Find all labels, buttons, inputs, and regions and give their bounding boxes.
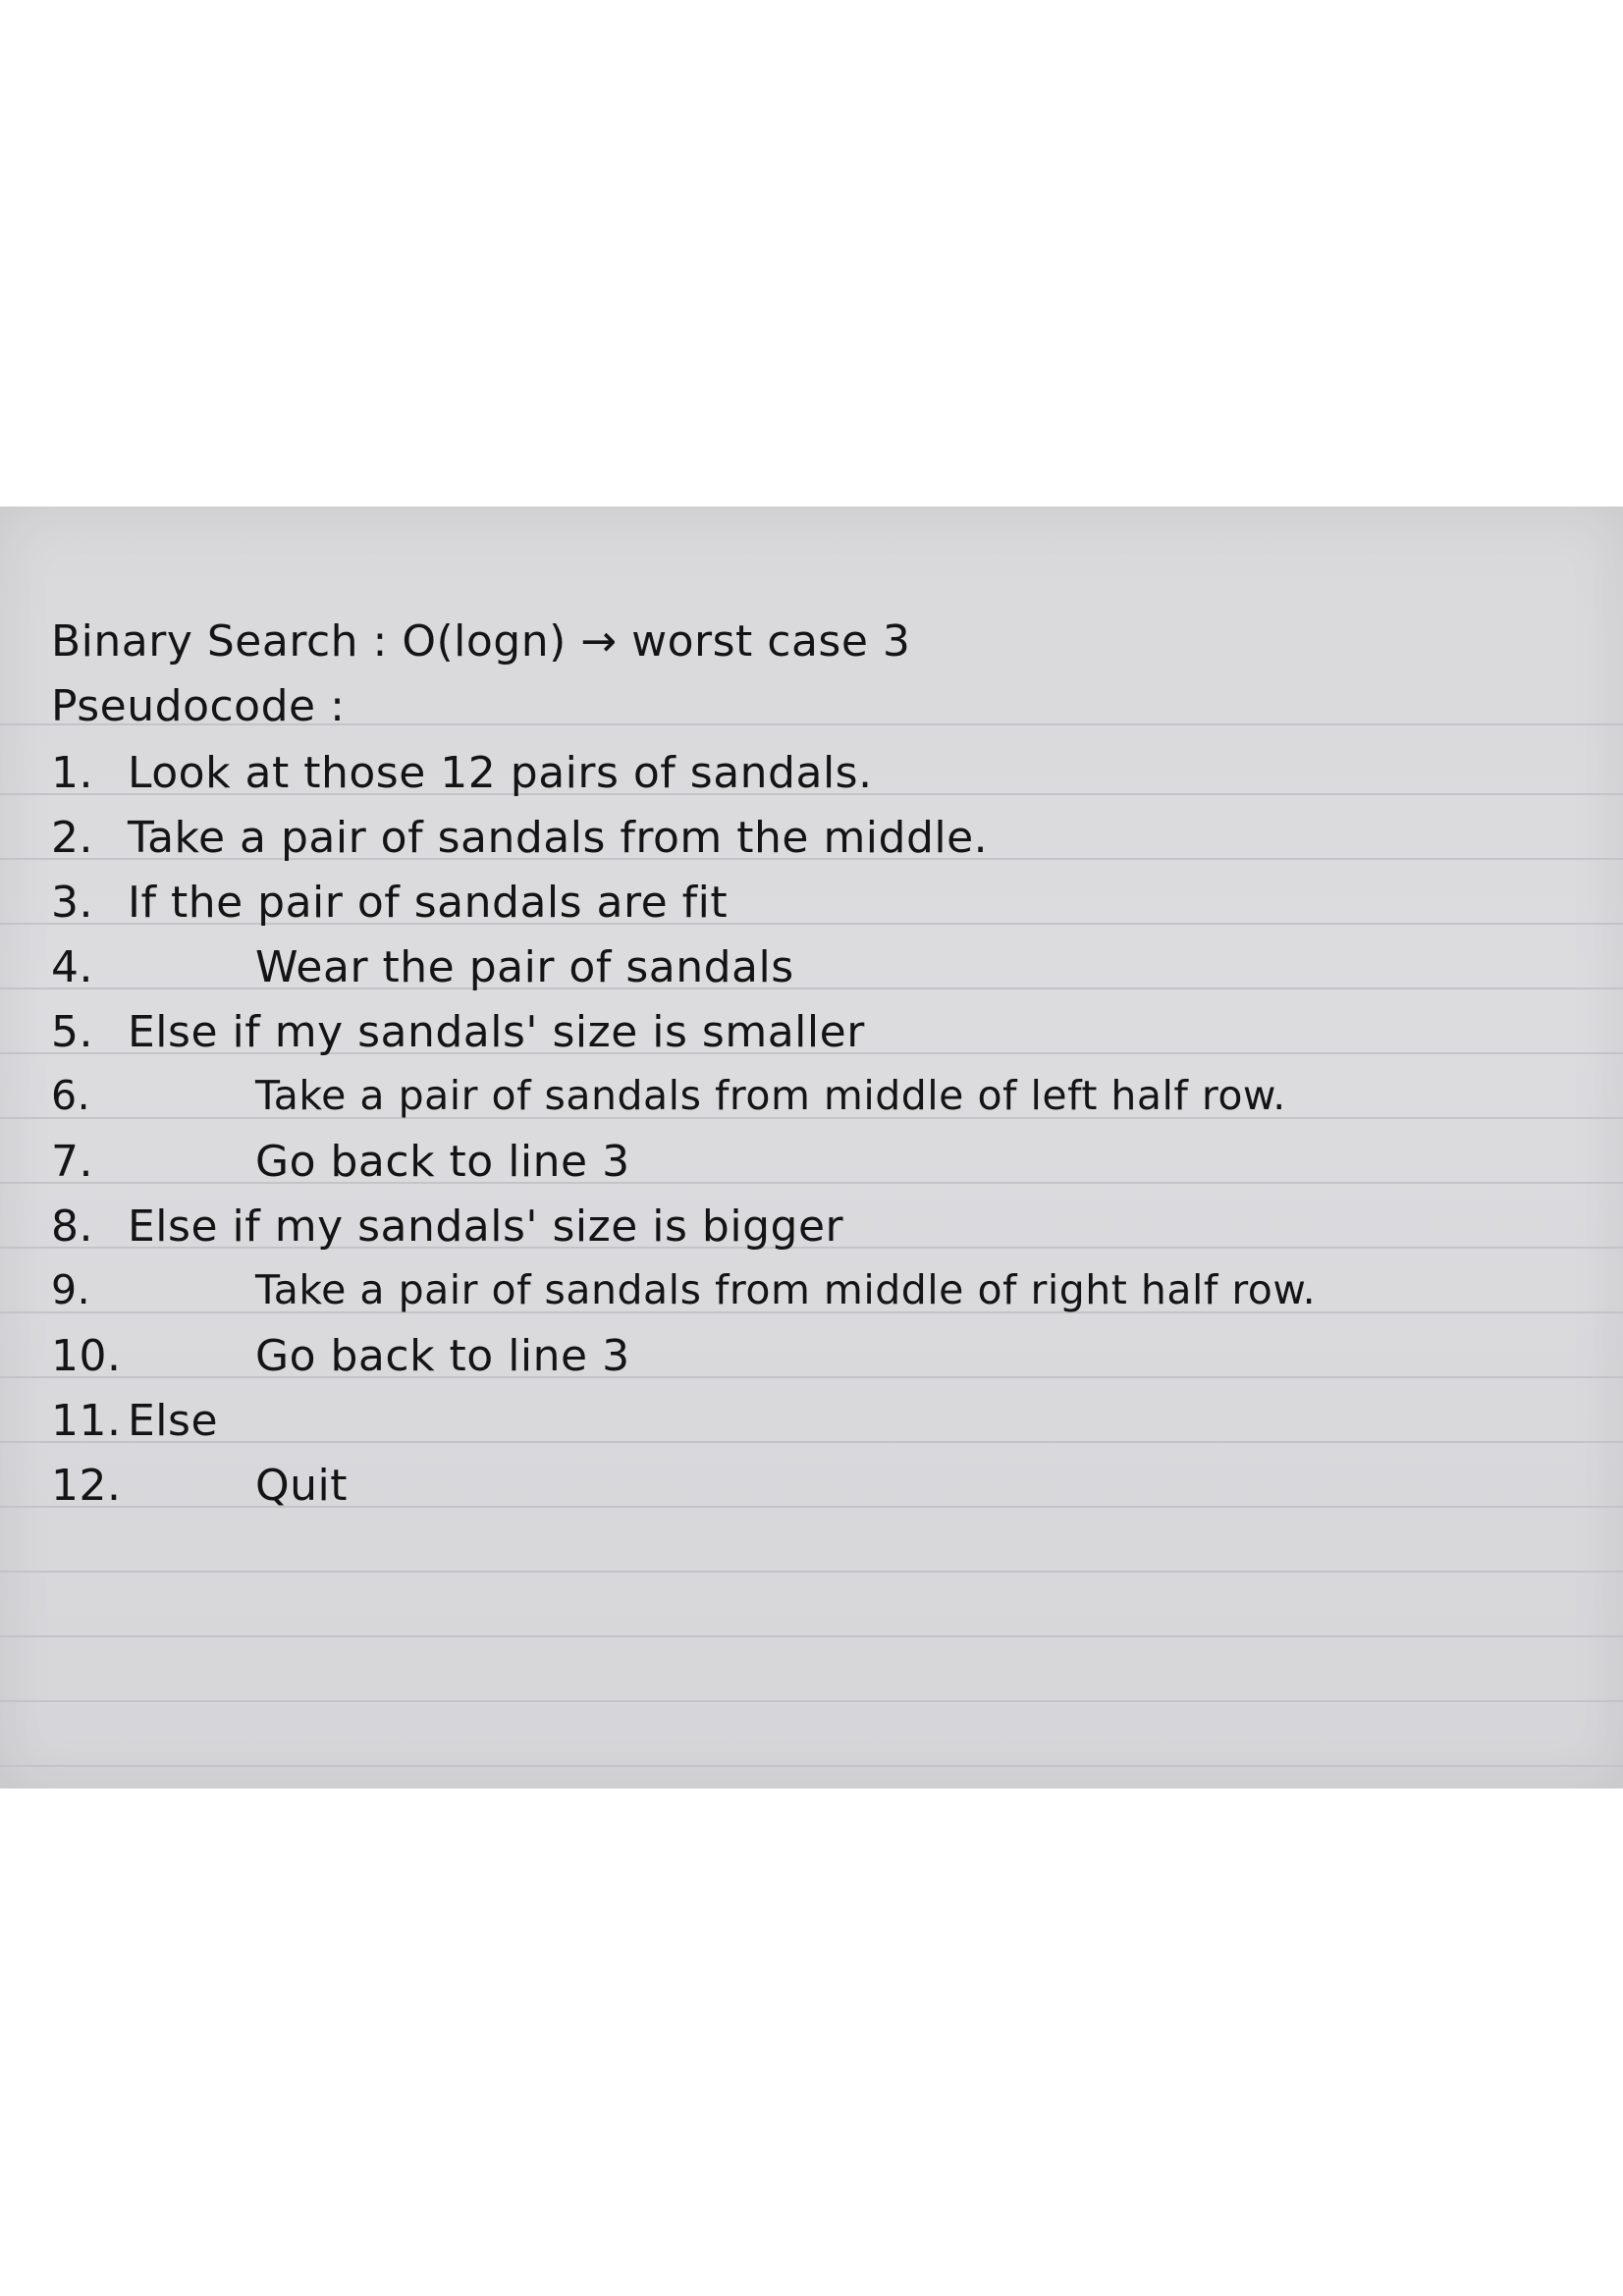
ruled-line xyxy=(0,1700,1623,1702)
step-number: 11. xyxy=(51,1396,122,1446)
step-6 xyxy=(51,1072,1584,1119)
ruled-line xyxy=(0,1635,1623,1637)
step-2 xyxy=(51,813,1584,863)
step-text: If the pair of sandals are fit xyxy=(128,878,729,928)
step-text: Quit xyxy=(255,1461,348,1511)
step-text: Else if my sandals' size is bigger xyxy=(128,1201,844,1252)
step-number: 5. xyxy=(51,1007,93,1057)
note-title: Binary Search : O(logn) → worst case 3 xyxy=(51,616,911,667)
step-1 xyxy=(51,748,1584,798)
step-number: 3. xyxy=(51,878,93,928)
step-3 xyxy=(51,878,1584,928)
ruled-line xyxy=(0,1765,1623,1767)
step-text: Take a pair of sandals from middle of right half row. xyxy=(255,1266,1317,1313)
step-number: 1. xyxy=(51,748,93,798)
step-text: Wear the pair of sandals xyxy=(255,942,794,992)
step-9 xyxy=(51,1266,1584,1313)
step-number: 4. xyxy=(51,942,93,992)
step-11 xyxy=(51,1396,1584,1446)
step-number: 7. xyxy=(51,1137,93,1187)
step-number: 8. xyxy=(51,1201,93,1252)
step-4 xyxy=(51,942,1584,992)
step-text: Look at those 12 pairs of sandals. xyxy=(128,748,873,798)
step-text: Go back to line 3 xyxy=(255,1137,630,1187)
step-5 xyxy=(51,1007,1584,1057)
step-7 xyxy=(51,1137,1584,1187)
step-text: Take a pair of sandals from middle of left half row. xyxy=(255,1072,1286,1119)
step-text: Else xyxy=(128,1396,219,1446)
note-subtitle: Pseudocode : xyxy=(51,681,346,731)
step-number: 2. xyxy=(51,813,93,863)
step-number: 12. xyxy=(51,1461,122,1511)
step-text: Else if my sandals' size is smaller xyxy=(128,1007,865,1057)
step-text: Go back to line 3 xyxy=(255,1331,630,1381)
step-10 xyxy=(51,1331,1584,1381)
step-number: 9. xyxy=(51,1266,91,1313)
notebook-photo xyxy=(0,507,1623,1789)
ruled-line xyxy=(0,1571,1623,1573)
step-12 xyxy=(51,1461,1584,1511)
step-text: Take a pair of sandals from the middle. xyxy=(128,813,989,863)
step-number: 10. xyxy=(51,1331,122,1381)
step-8 xyxy=(51,1201,1584,1252)
step-number: 6. xyxy=(51,1072,91,1119)
